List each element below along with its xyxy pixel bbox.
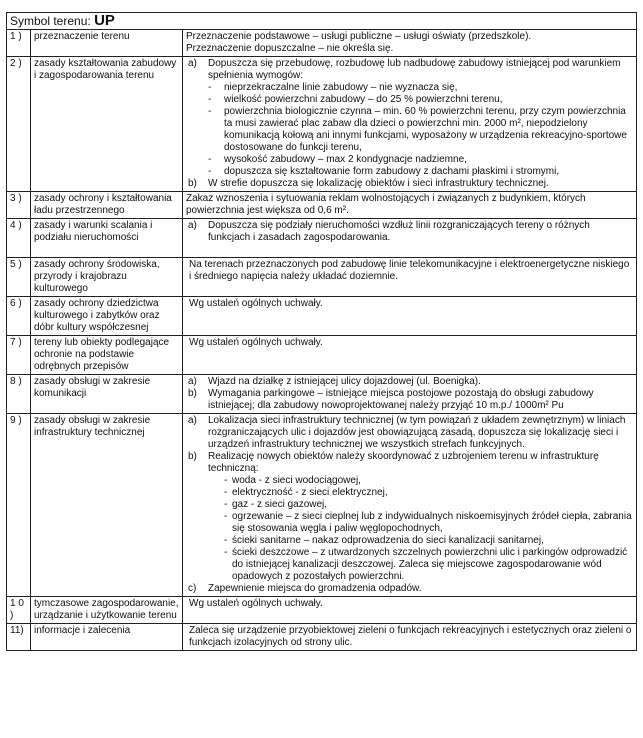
- item-text: Wymagania parkingowe – istniejące miejsca postojowe pozostają do obsługi zabudowy istniejącej; dla zabudowy nowoprojektowanej należy przyjąć 10 m.p./ 1000m² Pu: [208, 388, 594, 411]
- row-number: 4 ): [7, 219, 31, 258]
- dash-text: wysokość zabudowy – max 2 kondygnacje nadziemne,: [224, 154, 467, 165]
- dash-marker: -: [224, 535, 228, 546]
- content-paragraph: Zakaz wznoszenia i sytuowania reklam wolnostojących i związanych z budynkiem, których powierzchnia jest większa od 0,6 m².: [186, 193, 586, 216]
- item-marker: a): [188, 58, 197, 69]
- content-paragraph: Wg ustaleń ogólnych uchwały.: [189, 337, 323, 348]
- row-content: [183, 57, 637, 192]
- utility-item: [224, 547, 633, 583]
- utility-text: ścieki deszczowe – z utwardzonych szczelnych powierzchni ulic i parkingów odprowadzić do istniejącej kanalizacji deszczowej. Zaleca się miejscowe zagospodarowanie wód opadowych z pozostałych powierzchni.: [232, 547, 628, 582]
- dash-marker: -: [224, 487, 228, 498]
- content-paragraph: Przeznaczenie podstawowe – usługi publiczne – usługi oświaty (przedszkole).: [186, 31, 532, 42]
- item-text: Lokalizacja sieci infrastruktury technicznej (w tym powiązań z układem zewnętrznym) w liniach rozgraniczających ulic i dojazdów jest obowiązującą zasadą, dopuszcza się lokalizację sieci i urządzeń infrastruktury technicznej we wszystkich strefach funkcyjnych.: [208, 415, 626, 450]
- row-number: 6 ): [7, 297, 31, 336]
- table-row: [7, 258, 637, 297]
- row-number: 5 ): [7, 258, 31, 297]
- content-paragraph: Zaleca się urządzenie przyobiektowej zieleni o funkcjach rekreacyjnych i estetycznych oraz zieleni o funkcjach izolacyjnych od strony ulic.: [189, 625, 632, 648]
- dash-text: powierzchnia biologicznie czynna – min. 60 % powierzchni terenu, przy czym powierzchnia ta musi zawierać plac zabaw dla dzieci o powierzchni min. 2000 m², niepodzielony komunikacją kołową ani innymi funkcjami, wyposażony w urządzenia rekreacyjno-sportowe dostosowane do funkcji terenu,: [224, 106, 627, 153]
- item-text: Dopuszcza się przebudowę, rozbudowę lub nadbudowę zabudowy istniejącej pod warunkiem spełnienia wymogów:: [208, 58, 621, 81]
- area-symbol-code: UP: [94, 12, 115, 29]
- item-text: Wjazd na działkę z istniejącej ulicy dojazdowej (ul. Boenigka).: [208, 376, 481, 387]
- area-symbol-label: Symbol terenu:: [10, 14, 91, 28]
- item-marker: a): [188, 415, 197, 426]
- table-row: [7, 414, 637, 597]
- dash-text: wielkość powierzchni zabudowy – do 25 % powierzchni terenu,: [224, 94, 503, 105]
- utility-text: ogrzewanie – z sieci cieplnej lub z indywidualnych niskoemisyjnych źródeł ciepła, zabrania się stosowania węgla i paliw węglopochodnych,: [232, 511, 632, 534]
- table-row: [7, 192, 637, 219]
- row-number: 9 ): [7, 414, 31, 597]
- content-paragraph: Wg ustaleń ogólnych uchwały.: [189, 298, 323, 309]
- dash-marker: -: [224, 499, 228, 510]
- zoning-sheet: [6, 12, 637, 651]
- row-content: [183, 414, 637, 597]
- utility-list: [186, 475, 633, 583]
- dash-item: [186, 166, 633, 178]
- dash-list: [186, 82, 633, 178]
- row-topic: tymczasowe zagospodarowanie, urządzanie i użytkowanie terenu: [31, 597, 183, 624]
- table-row: [7, 297, 637, 336]
- dash-text: nieprzekraczalne linie zabudowy – nie wyznacza się,: [224, 82, 458, 93]
- row-number: 2 ): [7, 57, 31, 192]
- item-marker: b): [188, 178, 197, 189]
- content-list: [186, 178, 633, 190]
- dash-item: [186, 82, 633, 94]
- table-row: [7, 219, 637, 258]
- list-item: [186, 583, 633, 595]
- utility-text: gaz - z sieci gazowej,: [232, 499, 328, 510]
- dash-marker: -: [224, 511, 228, 522]
- row-number: 7 ): [7, 336, 31, 375]
- row-topic: zasady ochrony środowiska, przyrody i krajobrazu kulturowego: [31, 258, 183, 297]
- dash-marker: -: [208, 166, 212, 177]
- utility-text: elektryczność - z sieci elektrycznej,: [232, 487, 388, 498]
- list-item: [186, 220, 633, 244]
- dash-marker: -: [224, 547, 228, 558]
- dash-marker: -: [208, 106, 212, 117]
- table-row: [7, 624, 637, 651]
- row-number: 1 ): [7, 30, 31, 57]
- row-number: 11): [7, 624, 31, 651]
- zoning-table: [6, 12, 637, 651]
- dash-text: dopuszcza się kształtowanie form zabudowy z dachami płaskimi i stromymi,: [224, 166, 560, 177]
- dash-item: [186, 94, 633, 106]
- dash-marker: -: [208, 94, 212, 105]
- utility-item: [224, 475, 633, 487]
- row-topic: zasady i warunki scalania i podziału nieruchomości: [31, 219, 183, 258]
- item-marker: b): [188, 451, 197, 462]
- row-topic: zasady ochrony dziedzictwa kulturowego i zabytków oraz dóbr kultury współczesnej: [31, 297, 183, 336]
- row-content: [183, 624, 637, 651]
- row-content: [183, 219, 637, 258]
- list-item: [186, 178, 633, 190]
- dash-marker: -: [208, 154, 212, 165]
- content-list: [186, 376, 633, 412]
- dash-item: [186, 106, 633, 154]
- utility-text: ścieki sanitarne – nakaz odprowadzenia do sieci kanalizacji sanitarnej,: [232, 535, 544, 546]
- list-item: [186, 388, 633, 412]
- table-row: [7, 30, 637, 57]
- dash-marker: -: [208, 82, 212, 93]
- table-row: [7, 57, 637, 192]
- row-content: [183, 192, 637, 219]
- utility-text: woda - z sieci wodociągowej,: [232, 475, 361, 486]
- item-text: Dopuszcza się podziały nieruchomości wzdłuż linii rozgraniczających tereny o różnych funkcjach i zasadach zagospodarowania.: [208, 220, 590, 243]
- list-item: [186, 415, 633, 451]
- content-list: [186, 583, 633, 595]
- content-list: [186, 58, 633, 82]
- row-topic: informacje i zalecenia: [31, 624, 183, 651]
- item-marker: a): [188, 220, 197, 231]
- list-item: [186, 58, 633, 82]
- list-item: [186, 451, 633, 475]
- item-marker: a): [188, 376, 197, 387]
- content-paragraph: Przeznaczenie dopuszczalne – nie określa się.: [186, 43, 394, 54]
- content-list: [186, 220, 633, 244]
- item-text: Zapewnienie miejsca do gromadzenia odpadów.: [208, 583, 422, 594]
- utility-item: [224, 511, 633, 535]
- row-number: 3 ): [7, 192, 31, 219]
- utility-item: [224, 535, 633, 547]
- area-symbol-cell: [7, 13, 637, 30]
- table-row: [7, 597, 637, 624]
- row-number: 8 ): [7, 375, 31, 414]
- row-content: [183, 258, 637, 297]
- table-header-row: [7, 13, 637, 30]
- dash-item: [186, 154, 633, 166]
- utility-item: [224, 499, 633, 511]
- row-topic: przeznaczenie terenu: [31, 30, 183, 57]
- row-topic: zasady obsługi w zakresie infrastruktury technicznej: [31, 414, 183, 597]
- row-topic: zasady kształtowania zabudowy i zagospodarowania terenu: [31, 57, 183, 192]
- row-topic: zasady ochrony i kształtowania ładu przestrzennego: [31, 192, 183, 219]
- list-item: [186, 376, 633, 388]
- table-row: [7, 336, 637, 375]
- item-text: W strefie dopuszcza się lokalizację obiektów i sieci infrastruktury technicznej.: [208, 178, 549, 189]
- row-topic: tereny lub obiekty podlegające ochronie na podstawie odrębnych przepisów: [31, 336, 183, 375]
- table-row: [7, 375, 637, 414]
- item-marker: b): [188, 388, 197, 399]
- row-content: [183, 297, 637, 336]
- row-content: [183, 30, 637, 57]
- utility-item: [224, 487, 633, 499]
- dash-marker: -: [224, 475, 228, 486]
- row-number: 1 0 ): [7, 597, 31, 624]
- row-topic: zasady obsługi w zakresie komunikacji: [31, 375, 183, 414]
- item-marker: c): [188, 583, 197, 594]
- content-list: [186, 415, 633, 475]
- row-content: [183, 336, 637, 375]
- item-text: Realizację nowych obiektów należy skoordynować z uzbrojeniem terenu w infrastrukturę techniczną:: [208, 451, 599, 474]
- row-content: [183, 597, 637, 624]
- row-content: [183, 375, 637, 414]
- content-paragraph: Na terenach przeznaczonych pod zabudowę linie telekomunikacyjne i elektroenergetyczne niskiego i średniego napięcia należy układać doziemnie.: [189, 259, 630, 282]
- content-paragraph: Wg ustaleń ogólnych uchwały.: [189, 598, 323, 609]
